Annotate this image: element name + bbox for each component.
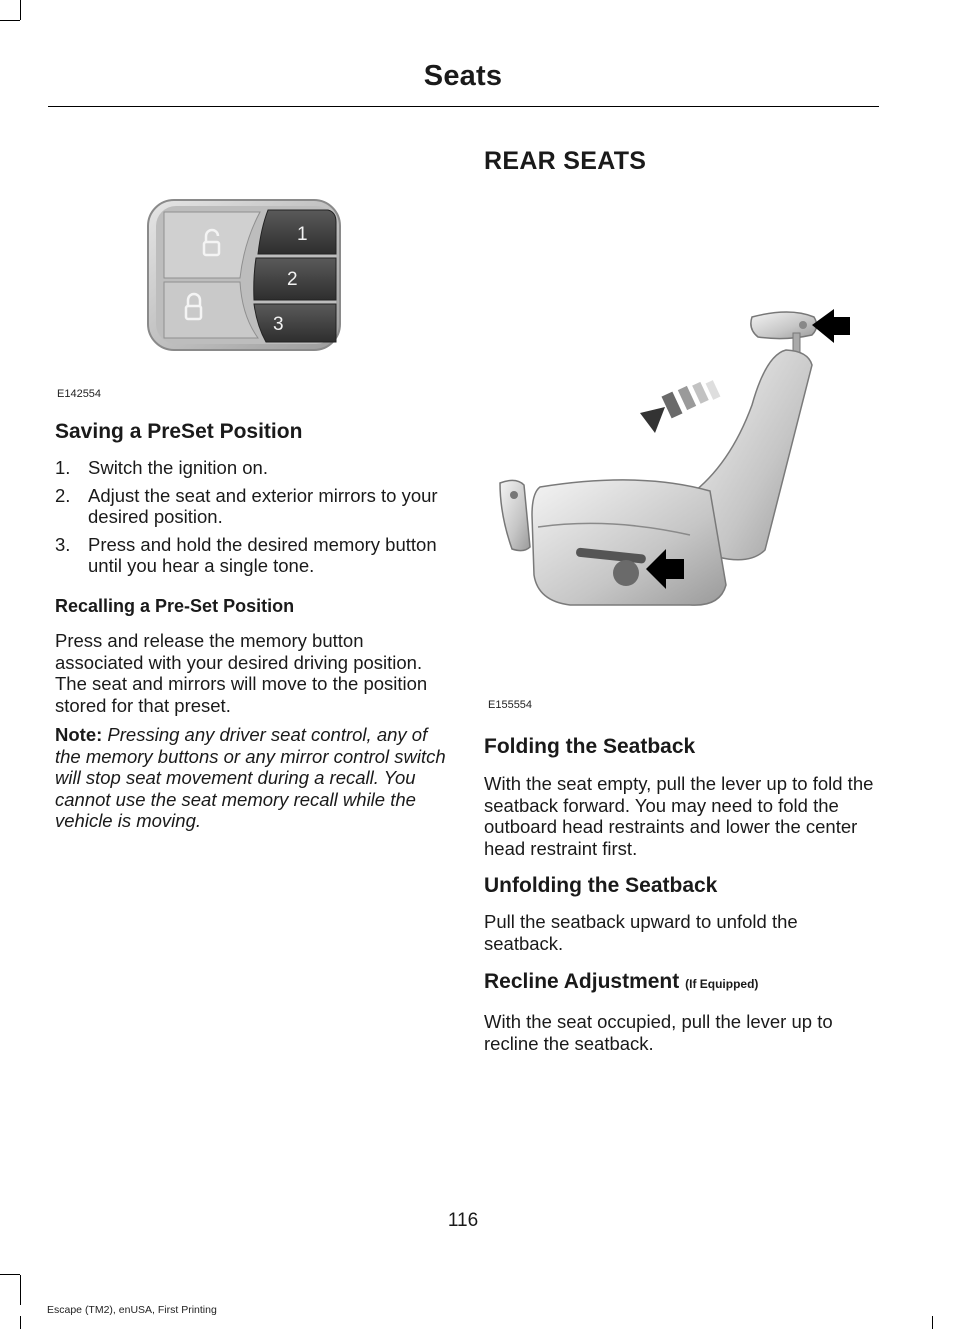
section-heading: Saving a PreSet Position [55,420,303,443]
note-text: Pressing any driver seat control, any of the memory buttons or any mirror control switch will stop seat movement during a recall. You cannot use the seat memory recall while the vehicle is moving. [55,724,446,831]
head-restraint-arrow-icon [812,309,850,343]
qualifier: (If Equipped) [685,977,759,991]
recline-adjustment-section [484,970,874,1054]
crop-mark [20,1316,21,1329]
step-text: Press and hold the desired memory button until you hear a single tone. [88,533,437,576]
memory-button-1-label: 1 [297,224,308,245]
memory-button-2-label: 2 [287,269,298,290]
crop-mark [0,1274,20,1275]
saving-preset-section [55,420,447,583]
page-title: Seats [423,60,503,92]
step-number: 1. [55,457,71,478]
memory-button-3-label: 3 [273,314,284,335]
paragraph: Pull the seatback upward to unfold the seatback. [484,911,798,954]
list-item [55,485,447,528]
step-text: Switch the ignition on. [88,457,268,478]
note-paragraph [55,724,447,832]
crop-mark [932,1316,933,1329]
fold-motion-arrow-icon [640,380,720,433]
section-heading: Folding the Seatback [484,735,696,758]
steps-list [55,457,447,577]
paragraph: Press and release the memory button associated with your desired driving position. The seat and mirrors will move to the position stored for that preset. [55,630,428,716]
crop-mark [20,0,21,20]
page-number: 116 [447,1210,479,1231]
heading-text: Recline Adjustment [484,970,680,993]
figure-code: E155554 [488,699,533,711]
step-number: 2. [55,484,71,506]
note-block [55,724,447,832]
paragraph: With the seat empty, pull the lever up to fold the seatback forward. You may need to fold the outboard head restraints and lower the center head restraint first. [484,773,874,859]
rear-seat-illustration [490,295,860,615]
folding-seatback-section [484,735,874,859]
paragraph: With the seat occupied, pull the lever up to recline the seatback. [484,1011,833,1054]
section-heading [484,970,874,994]
header-divider [48,106,879,107]
footer-text: Escape (TM2), enUSA, First Printing [47,1304,217,1316]
rear-seats-title: REAR SEATS [484,147,647,175]
crop-mark [0,20,20,21]
recalling-preset-section [55,596,447,716]
note-label: Note: [55,724,103,745]
step-text: Adjust the seat and exterior mirrors to your desired position. [88,484,438,527]
list-item [55,534,447,577]
memory-seat-switch-illustration [140,192,350,362]
section-heading: Recalling a Pre-Set Position [55,596,295,616]
list-item [55,457,447,479]
figure-code: E142554 [57,388,102,400]
unfolding-seatback-section [484,874,874,954]
step-number: 3. [55,533,71,555]
crop-mark [20,1275,21,1305]
section-heading: Unfolding the Seatback [484,874,718,897]
